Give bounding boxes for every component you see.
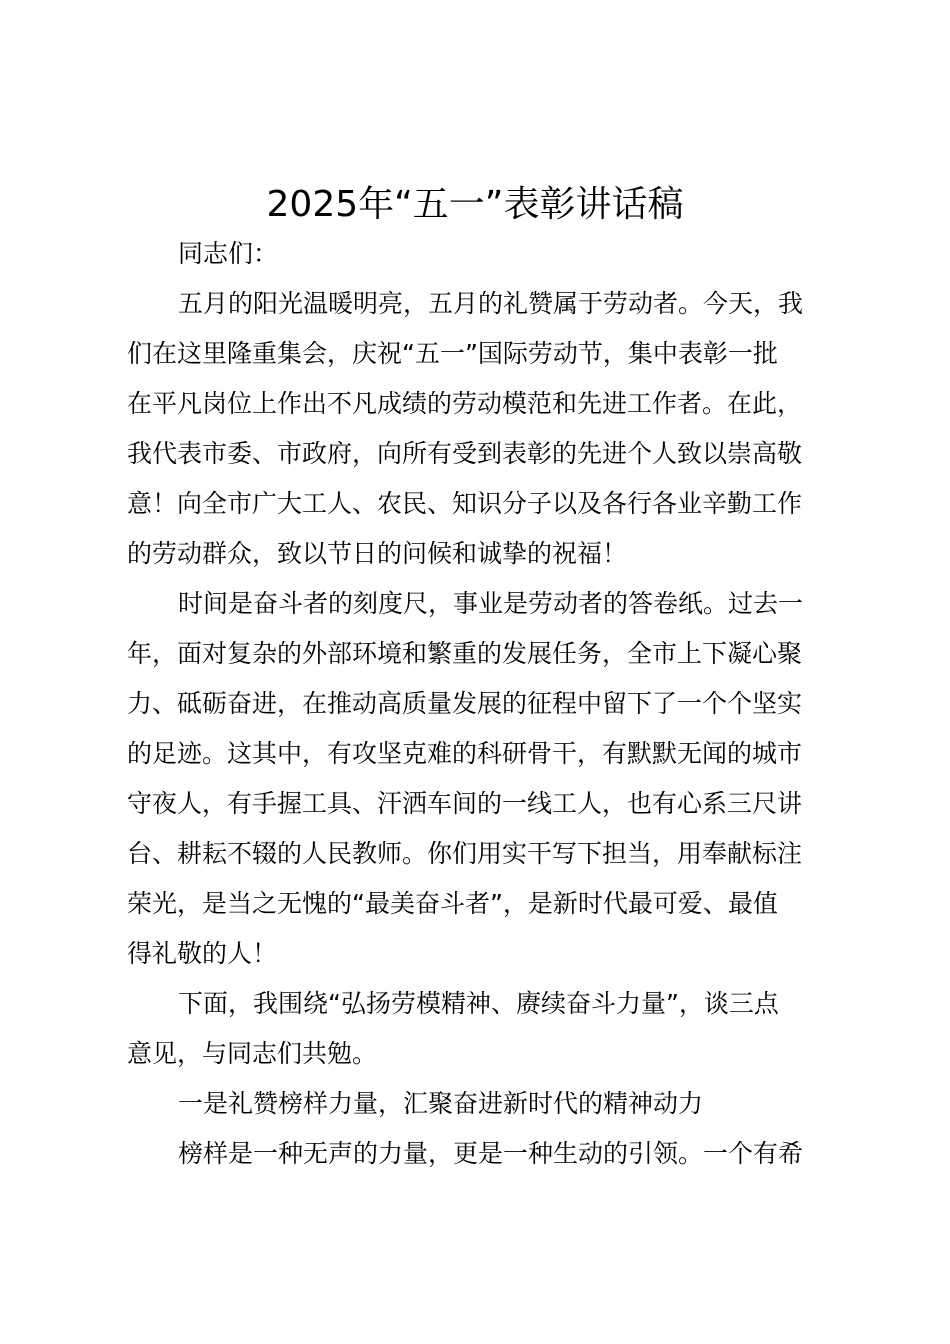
paragraph-line: 榜样是一种无声的力量，更是一种生动的引领。一个有希 — [178, 1139, 804, 1168]
salutation-line: 同志们： — [178, 239, 279, 268]
paragraph-line: 台、耕耘不辍的人民教师。你们用实干写下担当，用奉献标注 — [127, 839, 803, 868]
paragraph-line: 年，面对复杂的外部环境和繁重的发展任务，全市上下凝心聚 — [127, 639, 803, 668]
paragraph-line: 意见，与同志们共勉。 — [127, 1039, 378, 1068]
paragraph-line: 守夜人，有手握工具、汗洒车间的一线工人，也有心系三尺讲 — [127, 789, 803, 818]
paragraph-line: 荣光，是当之无愧的“最美奋斗者”，是新时代最可爱、最值 — [127, 889, 778, 918]
paragraph-line: 得礼敬的人！ — [127, 939, 278, 968]
paragraph-line: 意！向全市广大工人、农民、知识分子以及各行各业辛勤工作 — [127, 489, 803, 518]
paragraph-line: 们在这里隆重集会，庆祝“五一”国际劳动节，集中表彰一批 — [127, 339, 778, 368]
paragraph-line: 五月的阳光温暖明亮，五月的礼赞属于劳动者。今天，我 — [178, 289, 804, 318]
document-title: 2025年“五一”表彰讲话稿 — [266, 184, 684, 225]
paragraph-line: 在平凡岗位上作出不凡成绩的劳动模范和先进工作者。在此， — [127, 389, 803, 418]
paragraph-line: 的劳动群众，致以节日的问候和诚挚的祝福！ — [127, 539, 628, 568]
paragraph-line: 时间是奋斗者的刻度尺，事业是劳动者的答卷纸。过去一 — [178, 589, 804, 618]
section-heading: 一是礼赞榜样力量，汇聚奋进新时代的精神动力 — [178, 1089, 704, 1118]
paragraph-line: 力、砥砺奋进，在推动高质量发展的征程中留下了一个个坚实 — [127, 689, 803, 718]
paragraph-line: 我代表市委、市政府，向所有受到表彰的先进个人致以崇高敬 — [127, 439, 803, 468]
paragraph-line: 下面，我围绕“弘扬劳模精神、赓续奋斗力量”，谈三点 — [178, 989, 779, 1018]
paragraph-line: 的足迹。这其中，有攻坚克难的科研骨干，有默默无闻的城市 — [127, 739, 803, 768]
